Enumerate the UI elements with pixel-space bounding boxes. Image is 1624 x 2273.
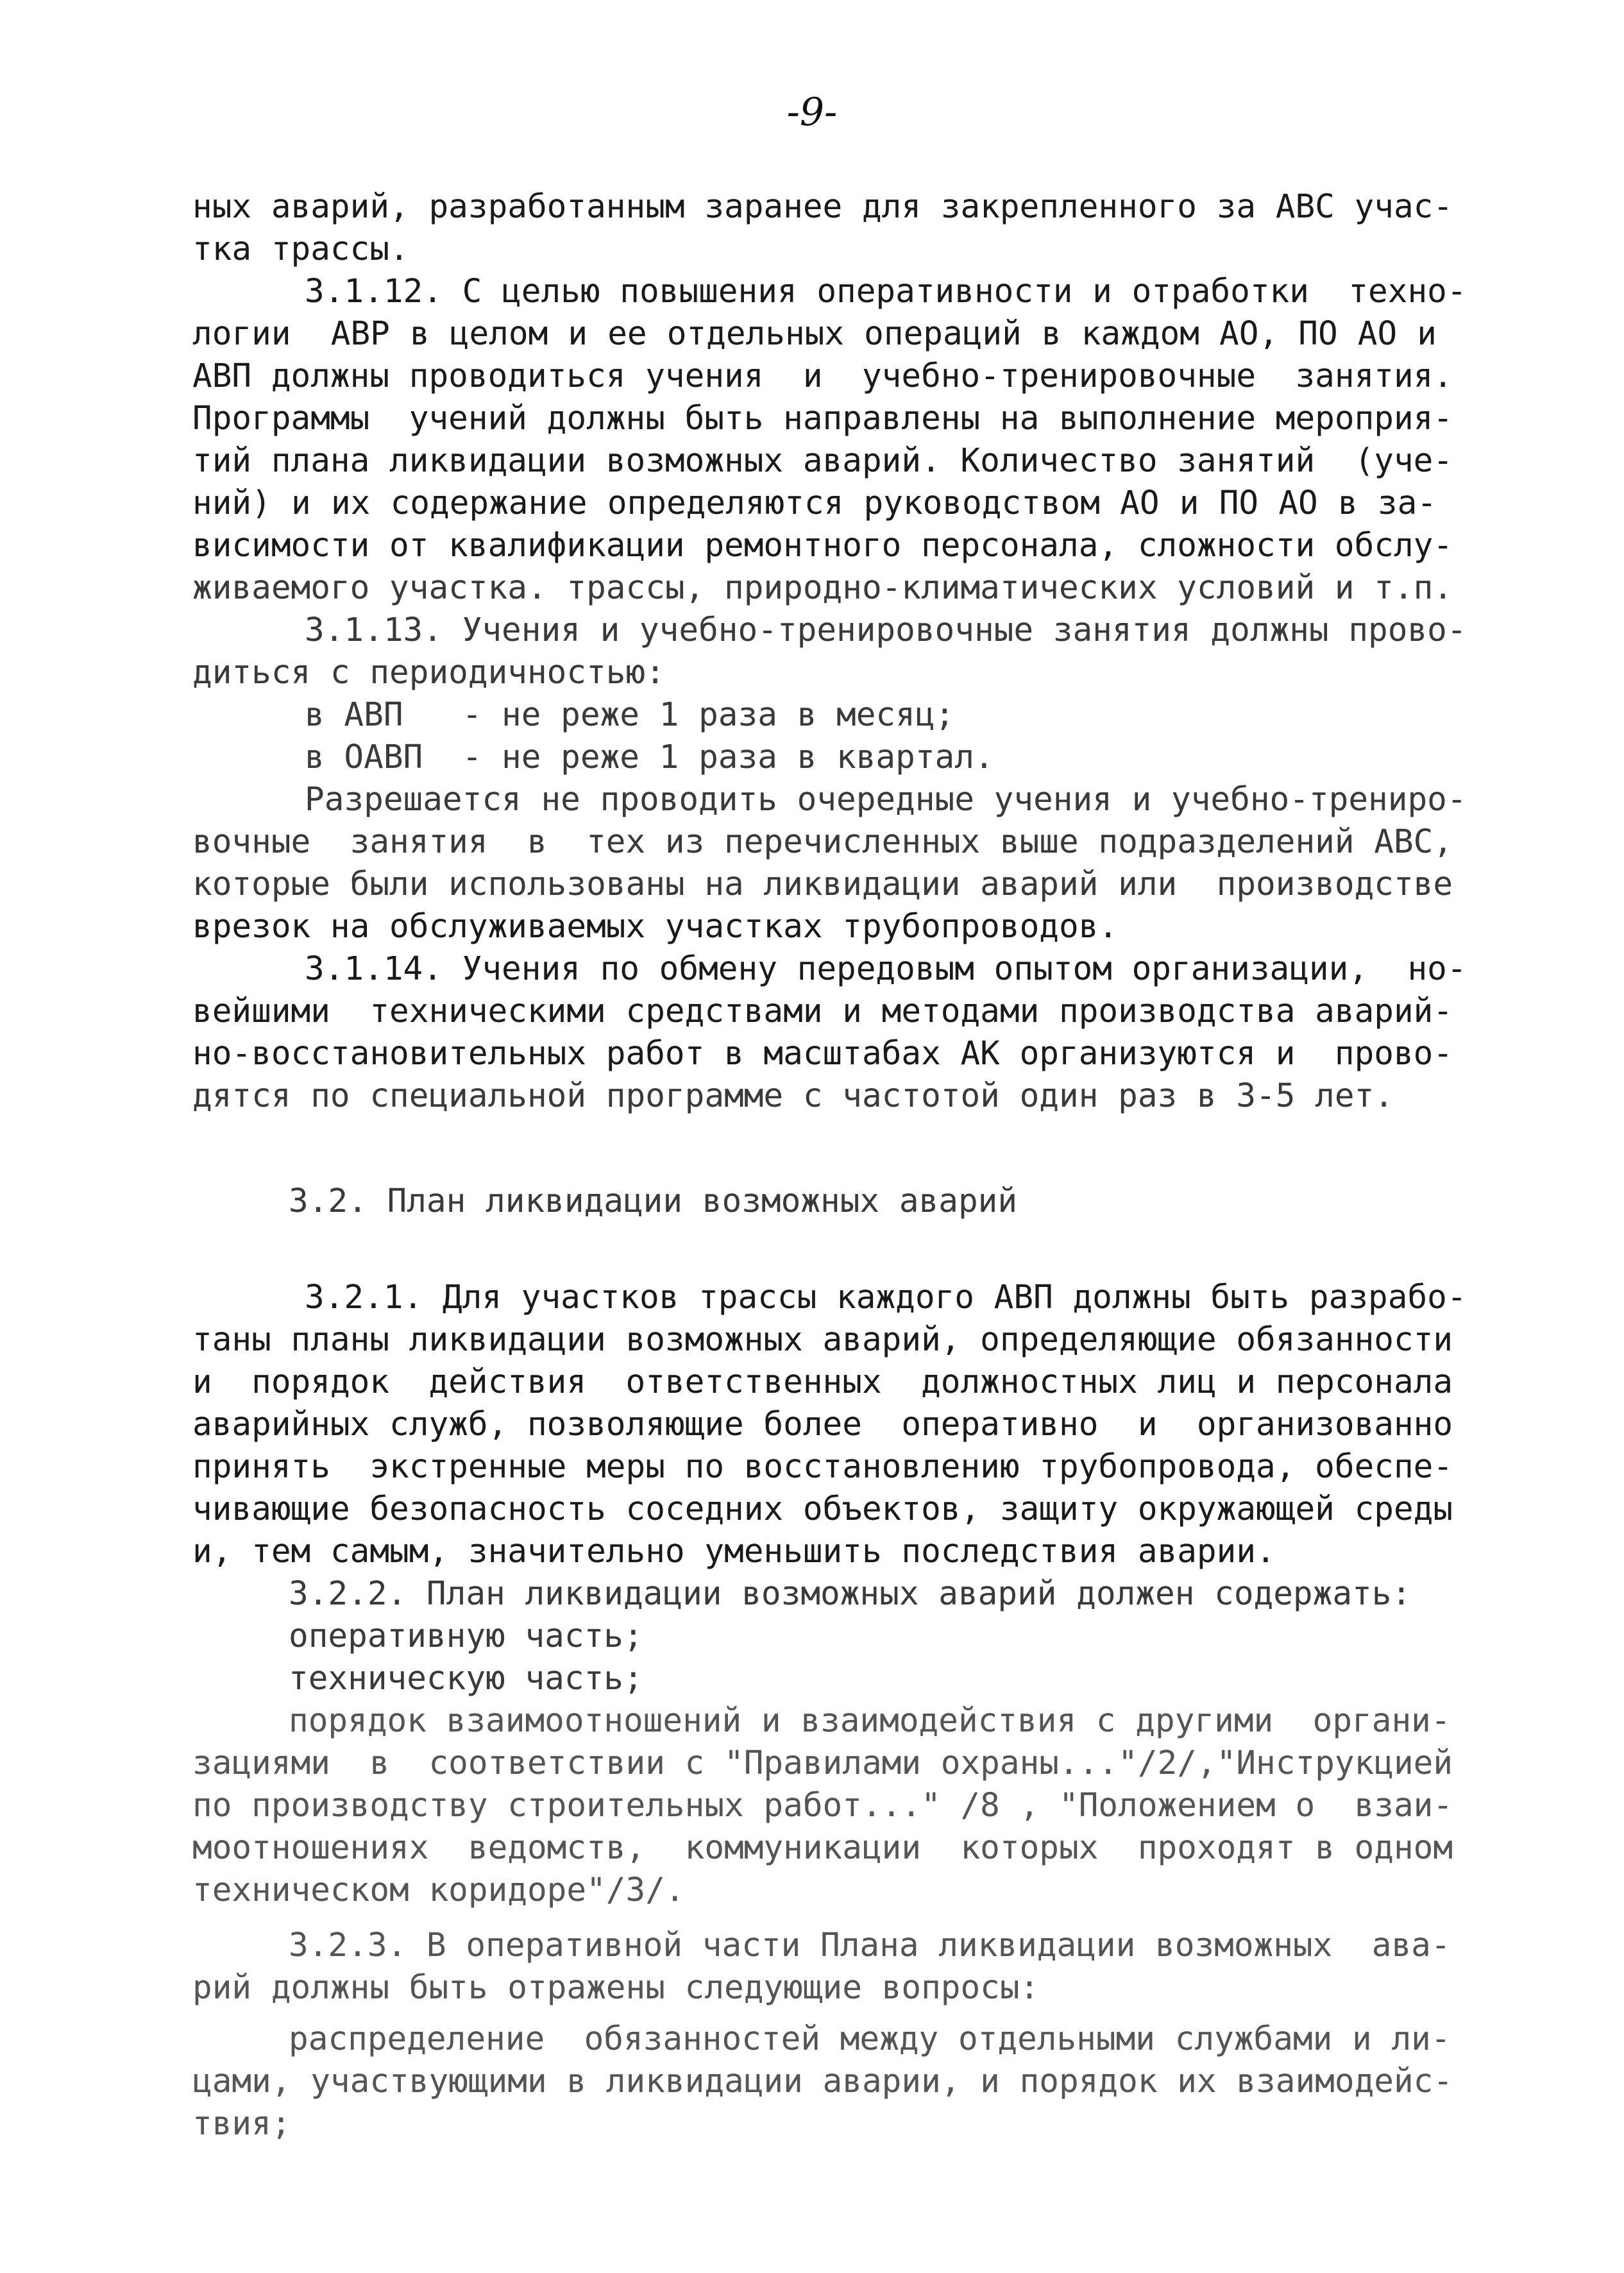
text-line: АВП должны проводиться учения и учебно-тренировочные занятия. — [192, 357, 1453, 395]
text-line: висимости от квалификации ремонтного персонала, сложности обслу- — [192, 527, 1453, 565]
text-line: и, тем самым, значительно уменьшить последствия аварии. — [192, 1533, 1276, 1571]
text-line: Разрешается не проводить очередные учения и учебно-трениро- — [305, 781, 1467, 819]
paragraph-3-2-1-start: 3.2.1. Для участков трассы каждого АВП должны быть разрабо- — [305, 1279, 1467, 1316]
text-line: моотношениях ведомств, коммуникации которых проходят в одном — [192, 1829, 1453, 1867]
text-line: аварийных служб, позволяющие более оперативно и организованно — [192, 1406, 1453, 1443]
text-line: таны планы ликвидации возможных аварий, определяющие обязанности — [192, 1321, 1453, 1359]
text-line: тий плана ликвидации возможных аварий. Количество занятий (уче- — [192, 442, 1453, 480]
section-heading: 3.2. План ликвидации возможных аварий — [289, 1182, 1018, 1220]
text-line: врезок на обслуживаемых участках трубопроводов. — [192, 908, 1119, 946]
text-line: Программы учений должны быть направлены на выполнение мероприя- — [192, 400, 1453, 438]
text-line: живаемого участка. трассы, природно-климатических условий и т.п. — [192, 569, 1453, 607]
text-line: дятся по специальной программе с частотой один раз в 3-5 лет. — [192, 1077, 1394, 1115]
text-line: ний) и их содержание определяются руководством АО и ПО АО в за- — [192, 484, 1437, 522]
text-line: логии АВР в целом и ее отдельных операций в каждом АО, ПО АО и — [192, 315, 1437, 353]
text-line: вейшими техническими средствами и методами производства аварий- — [192, 992, 1453, 1030]
text-line: цами, участвующими в ликвидации аварии, и порядок их взаимодейс- — [192, 2063, 1453, 2100]
paragraph-3-2-2-start: 3.2.2. План ликвидации возможных аварий должен содержать: — [289, 1575, 1412, 1613]
text-line: техническом коридоре"/3/. — [192, 1871, 685, 1909]
list-item: в ОАВП - не реже 1 раза в квартал. — [305, 738, 994, 776]
paragraph-3-1-12-start: 3.1.12. С целью повышения оперативности и отработки техно- — [305, 273, 1467, 311]
text-line: и порядок действия ответственных должностных лиц и персонала — [192, 1363, 1453, 1401]
page-number: -9- — [786, 90, 838, 135]
list-item: техническую часть; — [289, 1660, 643, 1698]
text-line: зациями в соответствии с "Правилами охраны..."/2/,"Инструкцией — [192, 1744, 1453, 1782]
list-item: в АВП - не реже 1 раза в месяц; — [305, 696, 955, 734]
text-line: твия; — [192, 2105, 291, 2143]
text-line: рий должны быть отражены следующие вопросы: — [192, 1969, 1040, 2007]
list-item: распределение обязанностей между отдельными службами и ли- — [289, 2020, 1451, 2058]
paragraph-3-1-13-start: 3.1.13. Учения и учебно-тренировочные занятия должны прово- — [305, 611, 1467, 649]
text-line: по производству строительных работ..." /8 , "Положением о взаи- — [192, 1787, 1453, 1825]
text-line: которые были использованы на ликвидации аварий или производстве — [192, 865, 1453, 903]
text-line: но-восстановительных работ в масштабах АК организуются и прово- — [192, 1035, 1453, 1073]
text-line: ных аварий, разработанным заранее для закрепленного за АВС учас- — [192, 188, 1453, 226]
text-line: принять экстренные меры по восстановлению трубопровода, обеспе- — [192, 1448, 1453, 1486]
text-line: диться с периодичностью: — [192, 654, 665, 692]
text-line: тка трассы. — [192, 230, 409, 268]
text-line: чивающие безопасность соседних объектов, защиту окружающей среды — [192, 1490, 1453, 1528]
list-item: оперативную часть; — [289, 1617, 643, 1655]
list-item: порядок взаимоотношений и взаимодействия с другими органи- — [289, 1702, 1451, 1740]
text-line: вочные занятия в тех из перечисленных выше подразделений АВС, — [192, 823, 1453, 861]
paragraph-3-1-14-start: 3.1.14. Учения по обмену передовым опытом организации, но- — [305, 950, 1467, 988]
paragraph-3-2-3-start: 3.2.3. В оперативной части Плана ликвидации возможных ава- — [289, 1927, 1451, 1964]
